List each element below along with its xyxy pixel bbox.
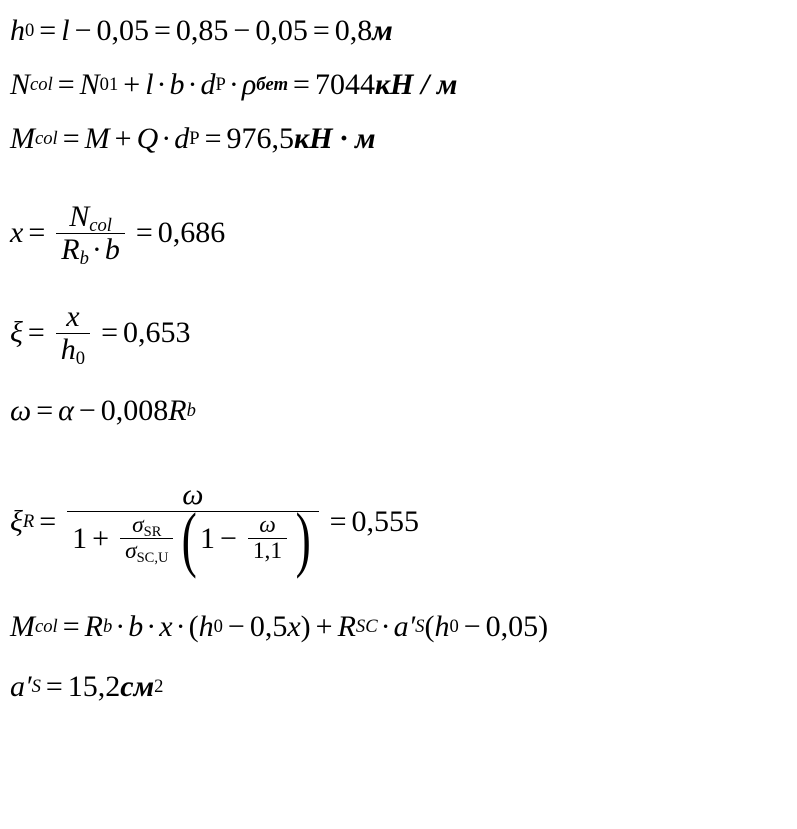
equals-2: = xyxy=(293,68,310,101)
dot-3: · xyxy=(175,610,186,643)
fraction-denominator xyxy=(67,497,318,579)
fraction-numerator xyxy=(64,199,117,236)
subscript-b: b xyxy=(79,247,89,269)
left-paren-2: ( xyxy=(424,610,435,643)
coefficient-0008: 0,008 xyxy=(100,394,169,427)
symbol-b: b xyxy=(128,610,144,643)
dot-3: · xyxy=(228,68,239,101)
right-paren: ) xyxy=(295,497,311,579)
equals-1: = xyxy=(39,505,57,538)
value-0653: 0,653 xyxy=(123,316,191,349)
value-085: 0,85 xyxy=(175,14,229,47)
equation-mcol-2: M col = R b · b · x · ( h 0 − 0,5 x ) + R SC · a ′ S ( h 0 − 0,05 ) xyxy=(10,610,549,643)
equation-omega: ω = α − 0,008 R b xyxy=(10,394,196,427)
symbol-x-2: x xyxy=(287,610,301,643)
minus: − xyxy=(219,521,237,555)
value-7044: 7044 xyxy=(314,68,375,101)
symbol-Q: Q xyxy=(136,122,159,155)
symbol-M: M xyxy=(10,610,35,643)
right-paren-2: ) xyxy=(538,610,549,643)
symbol-rho: ρ xyxy=(241,68,257,101)
left-paren-1: ( xyxy=(188,610,199,643)
value-1: 1 xyxy=(199,521,215,555)
equals: = xyxy=(36,394,54,427)
equation-xi-r: ξ R = ω 1 + $\frac{\sigma_{SR}}{\sigma_{SC,U}}$ ( 1 − $\frac{\omega}{1,1}$ ) = 0,555 xyxy=(10,477,420,579)
plus: + xyxy=(315,610,333,643)
coefficient-05: 0,5 xyxy=(249,610,288,643)
fraction-x xyxy=(56,199,125,269)
symbol-l: l xyxy=(145,68,154,101)
equals-1: = xyxy=(27,316,45,349)
symbol-xi: ξ xyxy=(10,316,23,349)
unit-cm: см xyxy=(120,670,155,703)
value-005: 0,05 xyxy=(485,610,539,643)
symbol-R: R xyxy=(61,232,80,266)
symbol-h-2: h xyxy=(434,610,450,643)
symbol-N: N xyxy=(69,199,90,233)
equals-1: = xyxy=(39,14,57,47)
equals-2: = xyxy=(153,14,171,47)
value-9765: 976,5 xyxy=(226,122,294,155)
subscript-0: 0 xyxy=(75,347,86,369)
symbol-xi: ξ xyxy=(10,505,23,538)
dot-2: · xyxy=(146,610,157,643)
equals: = xyxy=(62,610,80,643)
symbol-sigma-scu: σ xyxy=(125,538,137,564)
symbol-x: x xyxy=(159,610,173,643)
minus-1: − xyxy=(227,610,245,643)
subscript-SR: SR xyxy=(143,523,162,540)
value-0686: 0,686 xyxy=(157,216,226,249)
value-11: 1,1 xyxy=(252,538,283,564)
unit-kn-m: кН · м xyxy=(294,122,376,155)
dot: · xyxy=(91,232,102,266)
symbol-h: h xyxy=(10,14,25,47)
symbol-N-01: N xyxy=(79,68,100,101)
unit-kn-per-m: кН / м xyxy=(374,68,458,101)
plus: + xyxy=(92,521,110,555)
symbol-a: a xyxy=(10,670,25,703)
equals-2: = xyxy=(329,505,347,538)
value-0555: 0,555 xyxy=(351,505,420,538)
value-152: 15,2 xyxy=(67,670,121,703)
prime-mark: ′ xyxy=(25,670,32,703)
prime-mark: ′ xyxy=(408,610,416,643)
value-08: 0,8 xyxy=(334,14,373,47)
subscript-col: col xyxy=(89,214,112,236)
symbol-alpha: α xyxy=(58,394,74,427)
equals-2: = xyxy=(135,216,153,249)
equals-3: = xyxy=(312,14,330,47)
symbol-h: h xyxy=(60,332,76,366)
equation-xi xyxy=(10,288,191,378)
fraction-denominator xyxy=(56,232,125,269)
fraction-numerator xyxy=(254,513,281,538)
right-paren-1: ) xyxy=(300,610,311,643)
dot-1: · xyxy=(115,610,126,643)
equation-mcol-1: M col = M + Q · d P = 976,5 кН · м xyxy=(10,122,376,155)
equals-2: = xyxy=(204,122,222,155)
subscript-SCU: SC,U xyxy=(136,550,169,567)
minus-2: − xyxy=(233,14,251,47)
symbol-d: d xyxy=(174,122,190,155)
equals-1: = xyxy=(28,216,46,249)
equation-x xyxy=(10,188,225,278)
symbol-d: d xyxy=(200,68,216,101)
parenthesized-group xyxy=(179,497,313,579)
fraction-denominator xyxy=(56,332,90,369)
symbol-x: x xyxy=(10,216,24,249)
left-paren: ( xyxy=(182,497,198,579)
minus-1: − xyxy=(74,14,92,47)
value-1: 1 xyxy=(72,521,88,555)
symbol-h: h xyxy=(198,610,214,643)
fraction-sigma-ratio xyxy=(120,513,173,565)
symbol-M-rhs: M xyxy=(84,122,110,155)
symbol-sigma-sr: σ xyxy=(132,511,144,538)
fraction-numerator xyxy=(61,301,84,333)
fraction-omega-over-11 xyxy=(248,513,287,565)
plus: + xyxy=(123,68,141,101)
equation-as: a ′ S = 15,2 см 2 xyxy=(10,670,164,703)
dot-1: · xyxy=(156,68,167,101)
symbol-omega: ω xyxy=(10,394,32,427)
dot: · xyxy=(161,122,172,155)
symbol-R: R xyxy=(84,610,103,643)
fraction-numerator xyxy=(127,513,166,538)
symbol-omega: ω xyxy=(182,477,204,511)
value-005-b: 0,05 xyxy=(255,14,308,47)
fraction-denominator xyxy=(248,539,287,564)
symbol-a: a xyxy=(393,610,409,643)
unit-m: м xyxy=(372,14,393,47)
dot-2: · xyxy=(187,68,198,101)
symbol-M: M xyxy=(10,122,35,155)
fraction-xi-r xyxy=(67,477,318,579)
fraction-denominator xyxy=(120,538,173,567)
value-005-a: 0,05 xyxy=(96,14,149,47)
dot-4: · xyxy=(380,610,391,643)
equation-ncol: N col = N 01 + l · b · d P · ρ бет = 7044 кН / м xyxy=(10,68,458,101)
equals-1: = xyxy=(62,122,80,155)
equals-2: = xyxy=(101,316,118,349)
minus-2: − xyxy=(463,610,481,643)
plus: + xyxy=(114,122,132,155)
symbol-b: b xyxy=(104,232,120,266)
symbol-omega: ω xyxy=(259,511,276,538)
equation-h0: h 0 = l − 0,05 = 0,85 − 0,05 = 0,8 м xyxy=(10,14,393,47)
fraction-xi xyxy=(56,299,90,369)
symbol-b: b xyxy=(169,68,185,101)
symbol-N: N xyxy=(10,68,31,101)
equals-1: = xyxy=(57,68,75,101)
minus: − xyxy=(78,394,96,427)
symbol-x: x xyxy=(66,299,80,333)
equals: = xyxy=(45,670,63,703)
symbol-R: R xyxy=(168,394,187,427)
symbol-l: l xyxy=(61,14,70,47)
symbol-R-2: R xyxy=(337,610,356,643)
